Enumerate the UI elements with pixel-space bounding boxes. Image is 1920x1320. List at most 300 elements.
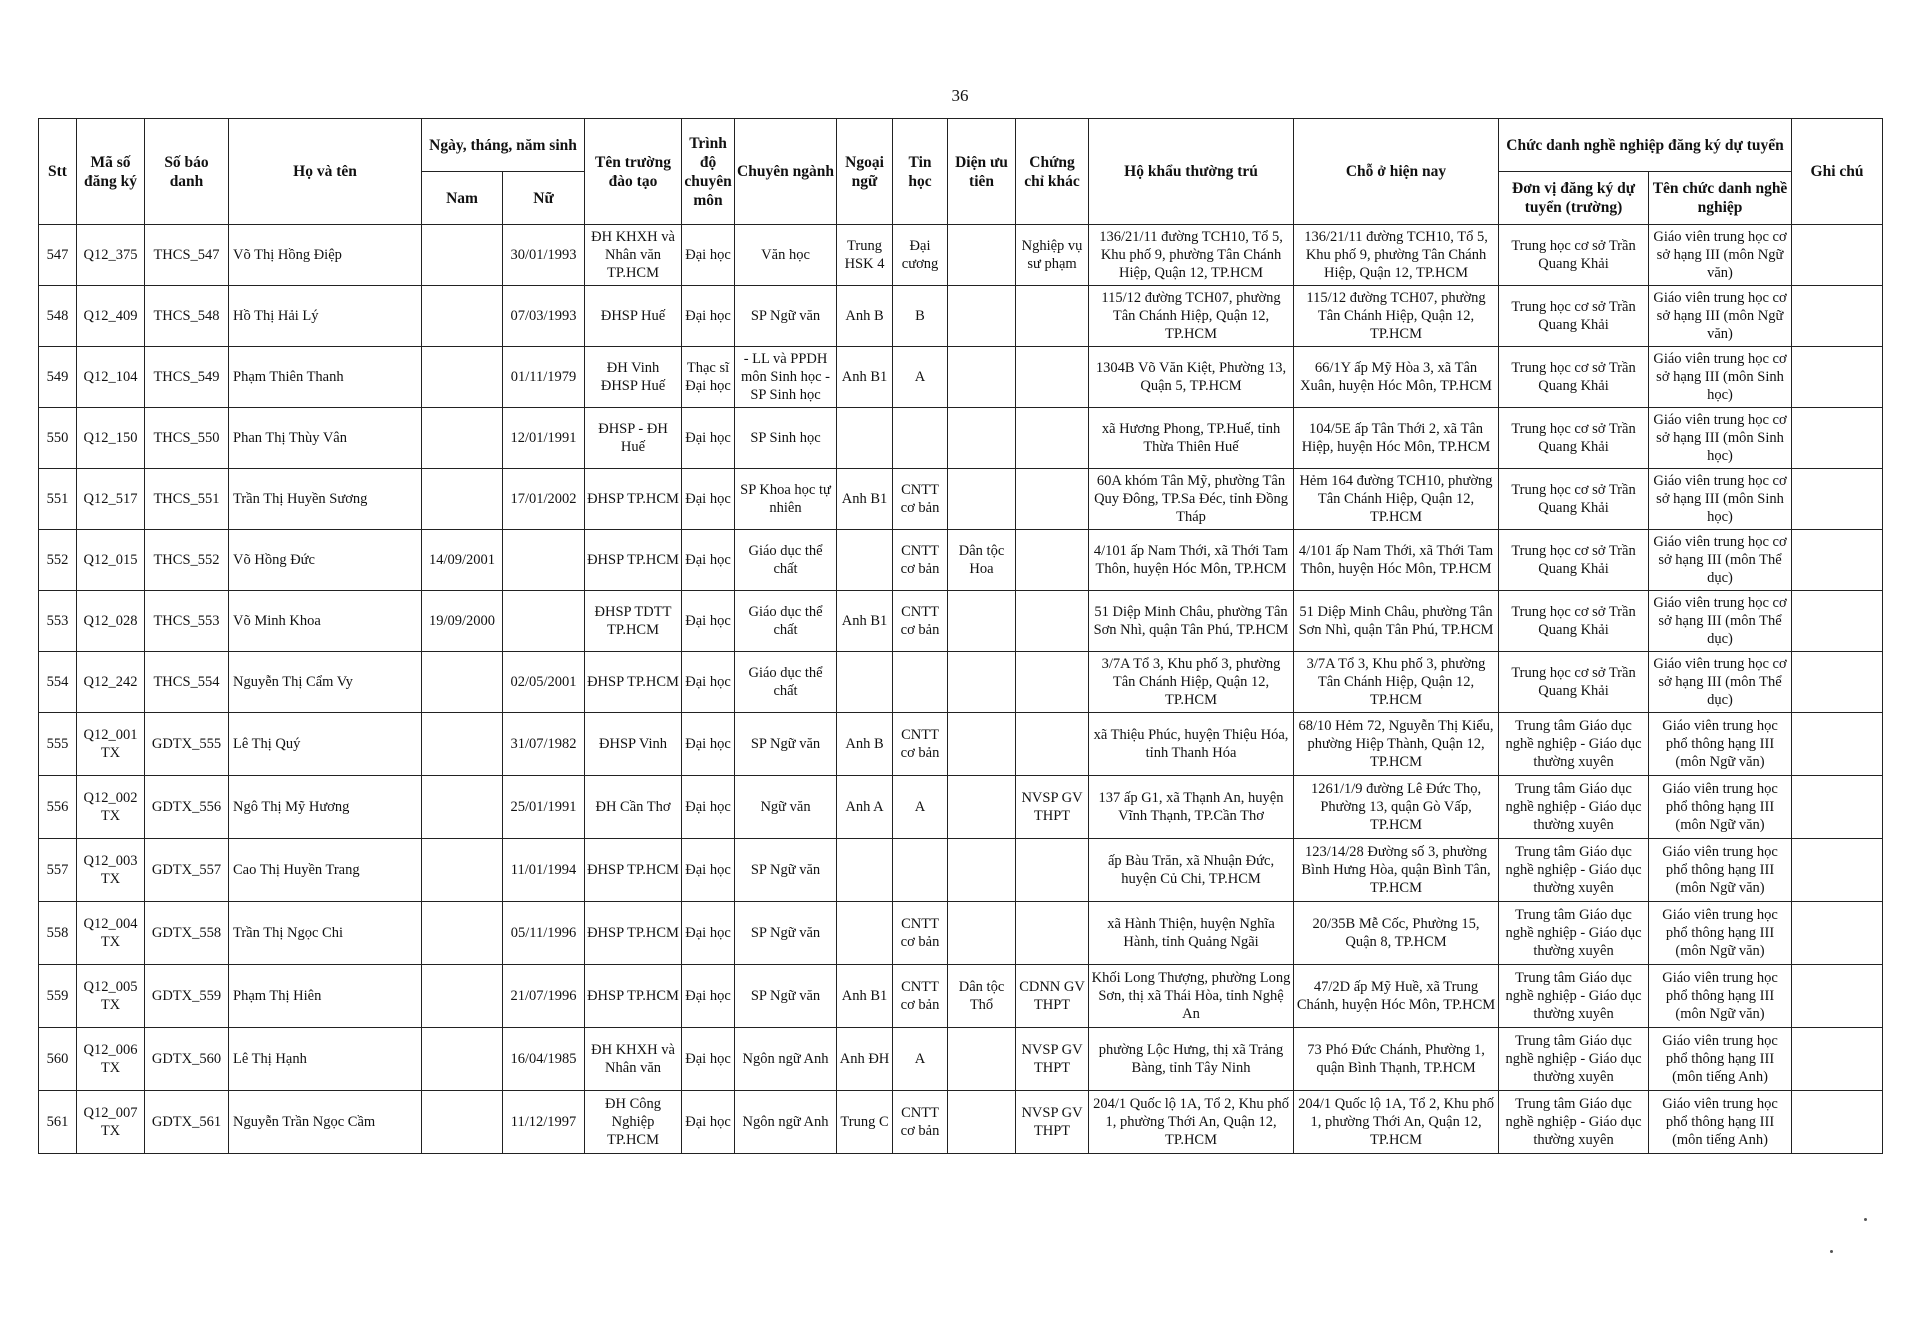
cell-ho-ten: Ngô Thị Mỹ Hương xyxy=(229,776,422,839)
cell-ghi-chu xyxy=(1792,1091,1883,1154)
cell-cho-o: 47/2D ấp Mỹ Huề, xã Trung Chánh, huyện Hóc Môn, TP.HCM xyxy=(1294,965,1499,1028)
cell-chuyen-nganh: SP Ngữ văn xyxy=(735,286,837,347)
cell-stt: 553 xyxy=(39,591,77,652)
cell-truong: ĐH Công Nghiệp TP.HCM xyxy=(585,1091,682,1154)
cell-dien-uu-tien: Dân tộc Hoa xyxy=(948,530,1016,591)
header-dien-uu-tien: Diện ưu tiên xyxy=(948,119,1016,225)
cell-don-vi: Trung tâm Giáo dục nghề nghiệp - Giáo dục thường xuyên xyxy=(1499,1091,1649,1154)
cell-nu: 12/01/1991 xyxy=(503,408,585,469)
header-trinh-do: Trình độ chuyên môn xyxy=(682,119,735,225)
cell-ho-khau: 115/12 đường TCH07, phường Tân Chánh Hiệp, Quận 12, TP.HCM xyxy=(1089,286,1294,347)
cell-ma-so: Q12_015 xyxy=(77,530,145,591)
cell-ho-ten: Phan Thị Thùy Vân xyxy=(229,408,422,469)
cell-so-bao-danh: GDTX_555 xyxy=(145,713,229,776)
cell-ma-so: Q12_242 xyxy=(77,652,145,713)
cell-stt: 557 xyxy=(39,839,77,902)
cell-tin-hoc: CNTT cơ bản xyxy=(893,530,948,591)
cell-ghi-chu xyxy=(1792,1028,1883,1091)
cell-chuyen-nganh: Giáo dục thể chất xyxy=(735,591,837,652)
cell-nam xyxy=(422,1028,503,1091)
cell-chuyen-nganh: SP Sinh học xyxy=(735,408,837,469)
cell-nam xyxy=(422,469,503,530)
cell-tin-hoc: A xyxy=(893,1028,948,1091)
cell-tin-hoc: CNTT cơ bản xyxy=(893,469,948,530)
cell-ten-chuc-danh: Giáo viên trung học cơ sở hạng III (môn Thể dục) xyxy=(1649,591,1792,652)
cell-ho-khau: 1304B Võ Văn Kiệt, Phường 13, Quận 5, TP.HCM xyxy=(1089,347,1294,408)
cell-tin-hoc xyxy=(893,652,948,713)
cell-ho-khau: 60A khóm Tân Mỹ, phường Tân Quy Đông, TP.Sa Đéc, tỉnh Đồng Tháp xyxy=(1089,469,1294,530)
cell-nu: 07/03/1993 xyxy=(503,286,585,347)
cell-ho-ten: Trần Thị Huyền Sương xyxy=(229,469,422,530)
cell-nu: 02/05/2001 xyxy=(503,652,585,713)
cell-nu: 31/07/1982 xyxy=(503,713,585,776)
cell-chuyen-nganh: SP Khoa học tự nhiên xyxy=(735,469,837,530)
table-row xyxy=(39,286,1883,347)
cell-tin-hoc xyxy=(893,408,948,469)
cell-ma-so: Q12_375 xyxy=(77,225,145,286)
cell-ho-ten: Hồ Thị Hải Lý xyxy=(229,286,422,347)
page-number: 36 xyxy=(951,86,969,105)
cell-ma-so: Q12_104 xyxy=(77,347,145,408)
cell-chung-chi xyxy=(1016,408,1089,469)
scan-speck xyxy=(1864,1218,1867,1221)
cell-truong: ĐHSP Vinh xyxy=(585,713,682,776)
cell-ten-chuc-danh: Giáo viên trung học phổ thông hạng III (môn tiếng Anh) xyxy=(1649,1091,1792,1154)
header-ngoai-ngu: Ngoại ngữ xyxy=(837,119,893,225)
cell-ho-khau: ấp Bàu Trăn, xã Nhuận Đức, huyện Củ Chi, TP.HCM xyxy=(1089,839,1294,902)
cell-nu: 21/07/1996 xyxy=(503,965,585,1028)
cell-cho-o: 115/12 đường TCH07, phường Tân Chánh Hiệp, Quận 12, TP.HCM xyxy=(1294,286,1499,347)
cell-ma-so: Q12_007 TX xyxy=(77,1091,145,1154)
cell-trinh-do: Đại học xyxy=(682,902,735,965)
table-row xyxy=(39,1028,1883,1091)
cell-chung-chi xyxy=(1016,469,1089,530)
cell-trinh-do: Đại học xyxy=(682,839,735,902)
cell-ngoai-ngu xyxy=(837,408,893,469)
cell-ngoai-ngu: Trung C xyxy=(837,1091,893,1154)
table-row xyxy=(39,530,1883,591)
cell-truong: ĐHSP TP.HCM xyxy=(585,652,682,713)
cell-nam: 19/09/2000 xyxy=(422,591,503,652)
header-so-bao-danh: Số báo danh xyxy=(145,119,229,225)
cell-ma-so: Q12_028 xyxy=(77,591,145,652)
cell-nam xyxy=(422,713,503,776)
cell-ngoai-ngu: Anh B1 xyxy=(837,591,893,652)
cell-ghi-chu xyxy=(1792,839,1883,902)
cell-chung-chi: Nghiệp vụ sư phạm xyxy=(1016,225,1089,286)
cell-nu xyxy=(503,530,585,591)
cell-so-bao-danh: THCS_547 xyxy=(145,225,229,286)
cell-chuyen-nganh: Giáo dục thể chất xyxy=(735,652,837,713)
cell-ho-khau: 4/101 ấp Nam Thới, xã Thới Tam Thôn, huyện Hóc Môn, TP.HCM xyxy=(1089,530,1294,591)
header-ho-ten: Họ và tên xyxy=(229,119,422,225)
cell-ten-chuc-danh: Giáo viên trung học phổ thông hạng III (môn tiếng Anh) xyxy=(1649,1028,1792,1091)
cell-ho-ten: Lê Thị Quý xyxy=(229,713,422,776)
table-row xyxy=(39,902,1883,965)
cell-don-vi: Trung học cơ sở Trần Quang Khải xyxy=(1499,652,1649,713)
cell-cho-o: 1261/1/9 đường Lê Đức Thọ, Phường 13, quận Gò Vấp, TP.HCM xyxy=(1294,776,1499,839)
header-chuc-danh: Chức danh nghề nghiệp đăng ký dự tuyển xyxy=(1499,119,1792,172)
cell-ho-ten: Võ Hồng Đức xyxy=(229,530,422,591)
cell-don-vi: Trung học cơ sở Trần Quang Khải xyxy=(1499,408,1649,469)
cell-stt: 552 xyxy=(39,530,77,591)
cell-don-vi: Trung học cơ sở Trần Quang Khải xyxy=(1499,591,1649,652)
cell-chuyen-nganh: SP Ngữ văn xyxy=(735,713,837,776)
cell-dien-uu-tien xyxy=(948,1028,1016,1091)
candidate-table xyxy=(38,118,1883,1154)
cell-ho-khau: 137 ấp G1, xã Thạnh An, huyện Vĩnh Thạnh, TP.Cần Thơ xyxy=(1089,776,1294,839)
cell-nu: 16/04/1985 xyxy=(503,1028,585,1091)
header-tin-hoc: Tin học xyxy=(893,119,948,225)
cell-chuyen-nganh: Ngôn ngữ Anh xyxy=(735,1091,837,1154)
cell-tin-hoc: CNTT cơ bản xyxy=(893,965,948,1028)
cell-cho-o: 136/21/11 đường TCH10, Tổ 5, Khu phố 9, phường Tân Chánh Hiệp, Quận 12, TP.HCM xyxy=(1294,225,1499,286)
cell-ma-so: Q12_001 TX xyxy=(77,713,145,776)
cell-nu: 17/01/2002 xyxy=(503,469,585,530)
cell-ma-so: Q12_409 xyxy=(77,286,145,347)
cell-stt: 549 xyxy=(39,347,77,408)
cell-ghi-chu xyxy=(1792,347,1883,408)
cell-ghi-chu xyxy=(1792,286,1883,347)
cell-trinh-do: Đại học xyxy=(682,713,735,776)
cell-ma-so: Q12_005 TX xyxy=(77,965,145,1028)
table-row xyxy=(39,839,1883,902)
cell-trinh-do: Đại học xyxy=(682,1028,735,1091)
cell-nu: 11/01/1994 xyxy=(503,839,585,902)
cell-ghi-chu xyxy=(1792,469,1883,530)
cell-cho-o: 123/14/28 Đường số 3, phường Bình Hưng Hòa, quận Bình Tân, TP.HCM xyxy=(1294,839,1499,902)
header-ho-khau: Hộ khẩu thường trú xyxy=(1089,119,1294,225)
cell-tin-hoc: B xyxy=(893,286,948,347)
header-ten-chuc-danh: Tên chức danh nghề nghiệp xyxy=(1649,172,1792,225)
table-row xyxy=(39,469,1883,530)
cell-cho-o: 3/7A Tổ 3, Khu phố 3, phường Tân Chánh Hiệp, Quận 12, TP.HCM xyxy=(1294,652,1499,713)
cell-ten-chuc-danh: Giáo viên trung học cơ sở hạng III (môn Thể dục) xyxy=(1649,652,1792,713)
cell-chung-chi xyxy=(1016,530,1089,591)
cell-ho-khau: xã Thiệu Phúc, huyện Thiệu Hóa, tỉnh Thanh Hóa xyxy=(1089,713,1294,776)
cell-don-vi: Trung tâm Giáo dục nghề nghiệp - Giáo dục thường xuyên xyxy=(1499,839,1649,902)
cell-chung-chi xyxy=(1016,591,1089,652)
header-truong: Tên trường đào tạo xyxy=(585,119,682,225)
cell-ho-ten: Trần Thị Ngọc Chi xyxy=(229,902,422,965)
cell-chuyen-nganh: Ngữ văn xyxy=(735,776,837,839)
cell-so-bao-danh: GDTX_560 xyxy=(145,1028,229,1091)
cell-dien-uu-tien: Dân tộc Thổ xyxy=(948,965,1016,1028)
cell-cho-o: Hẻm 164 đường TCH10, phường Tân Chánh Hiệp, Quận 12, TP.HCM xyxy=(1294,469,1499,530)
cell-stt: 558 xyxy=(39,902,77,965)
cell-ghi-chu xyxy=(1792,530,1883,591)
cell-stt: 559 xyxy=(39,965,77,1028)
table-row xyxy=(39,225,1883,286)
cell-tin-hoc: CNTT cơ bản xyxy=(893,713,948,776)
cell-trinh-do: Đại học xyxy=(682,965,735,1028)
cell-chung-chi xyxy=(1016,839,1089,902)
cell-stt: 561 xyxy=(39,1091,77,1154)
cell-cho-o: 4/101 ấp Nam Thới, xã Thới Tam Thôn, huyện Hóc Môn, TP.HCM xyxy=(1294,530,1499,591)
cell-chung-chi: NVSP GV THPT xyxy=(1016,1091,1089,1154)
table-row xyxy=(39,965,1883,1028)
cell-cho-o: 73 Phó Đức Chánh, Phường 1, quận Bình Thạnh, TP.HCM xyxy=(1294,1028,1499,1091)
cell-stt: 555 xyxy=(39,713,77,776)
cell-ngoai-ngu xyxy=(837,530,893,591)
cell-ngoai-ngu: Trung HSK 4 xyxy=(837,225,893,286)
cell-trinh-do: Đại học xyxy=(682,776,735,839)
cell-trinh-do: Đại học xyxy=(682,530,735,591)
cell-ho-ten: Phạm Thiên Thanh xyxy=(229,347,422,408)
cell-dien-uu-tien xyxy=(948,225,1016,286)
cell-ten-chuc-danh: Giáo viên trung học phổ thông hạng III (môn Ngữ văn) xyxy=(1649,713,1792,776)
cell-ngoai-ngu xyxy=(837,902,893,965)
cell-chuyen-nganh: Giáo dục thể chất xyxy=(735,530,837,591)
cell-tin-hoc: CNTT cơ bản xyxy=(893,902,948,965)
cell-ma-so: Q12_517 xyxy=(77,469,145,530)
cell-nu: 30/01/1993 xyxy=(503,225,585,286)
cell-tin-hoc: CNTT cơ bản xyxy=(893,1091,948,1154)
cell-truong: ĐH Vinh ĐHSP Huế xyxy=(585,347,682,408)
cell-chuyen-nganh: SP Ngữ văn xyxy=(735,965,837,1028)
header-stt: Stt xyxy=(39,119,77,225)
cell-ma-so: Q12_002 TX xyxy=(77,776,145,839)
cell-dien-uu-tien xyxy=(948,776,1016,839)
table-row xyxy=(39,1091,1883,1154)
cell-dien-uu-tien xyxy=(948,347,1016,408)
cell-ten-chuc-danh: Giáo viên trung học phổ thông hạng III (môn Ngữ văn) xyxy=(1649,902,1792,965)
cell-stt: 560 xyxy=(39,1028,77,1091)
cell-dien-uu-tien xyxy=(948,408,1016,469)
cell-ngoai-ngu: Anh B1 xyxy=(837,347,893,408)
table-body xyxy=(39,225,1883,1154)
cell-chuyen-nganh: Văn học xyxy=(735,225,837,286)
cell-so-bao-danh: THCS_554 xyxy=(145,652,229,713)
cell-so-bao-danh: THCS_553 xyxy=(145,591,229,652)
table-row xyxy=(39,591,1883,652)
cell-cho-o: 20/35B Mễ Cốc, Phường 15, Quận 8, TP.HCM xyxy=(1294,902,1499,965)
cell-ho-ten: Phạm Thị Hiên xyxy=(229,965,422,1028)
cell-nam xyxy=(422,776,503,839)
cell-so-bao-danh: THCS_548 xyxy=(145,286,229,347)
cell-ho-khau: 51 Diệp Minh Châu, phường Tân Sơn Nhì, quận Tân Phú, TP.HCM xyxy=(1089,591,1294,652)
cell-ma-so: Q12_006 TX xyxy=(77,1028,145,1091)
cell-truong: ĐHSP TP.HCM xyxy=(585,469,682,530)
cell-so-bao-danh: THCS_550 xyxy=(145,408,229,469)
cell-don-vi: Trung tâm Giáo dục nghề nghiệp - Giáo dục thường xuyên xyxy=(1499,902,1649,965)
cell-ngoai-ngu: Anh B xyxy=(837,713,893,776)
cell-truong: ĐHSP Huế xyxy=(585,286,682,347)
cell-dien-uu-tien xyxy=(948,591,1016,652)
cell-ho-khau: phường Lộc Hưng, thị xã Trảng Bàng, tỉnh Tây Ninh xyxy=(1089,1028,1294,1091)
cell-ho-khau: 3/7A Tổ 3, Khu phố 3, phường Tân Chánh Hiệp, Quận 12, TP.HCM xyxy=(1089,652,1294,713)
cell-chung-chi: CDNN GV THPT xyxy=(1016,965,1089,1028)
cell-truong: ĐH Cần Thơ xyxy=(585,776,682,839)
cell-dien-uu-tien xyxy=(948,652,1016,713)
cell-chung-chi xyxy=(1016,713,1089,776)
cell-dien-uu-tien xyxy=(948,902,1016,965)
cell-chung-chi xyxy=(1016,347,1089,408)
cell-tin-hoc xyxy=(893,839,948,902)
cell-cho-o: 104/5E ấp Tân Thới 2, xã Tân Hiệp, huyện Hóc Môn, TP.HCM xyxy=(1294,408,1499,469)
cell-nam xyxy=(422,347,503,408)
cell-nu: 11/12/1997 xyxy=(503,1091,585,1154)
cell-dien-uu-tien xyxy=(948,286,1016,347)
header-ghi-chu: Ghi chú xyxy=(1792,119,1883,225)
cell-stt: 556 xyxy=(39,776,77,839)
cell-truong: ĐHSP TP.HCM xyxy=(585,839,682,902)
cell-chuyen-nganh: - LL và PPDH môn Sinh học - SP Sinh học xyxy=(735,347,837,408)
cell-ho-khau: xã Hương Phong, TP.Huế, tỉnh Thừa Thiên Huế xyxy=(1089,408,1294,469)
cell-chung-chi: NVSP GV THPT xyxy=(1016,776,1089,839)
cell-stt: 548 xyxy=(39,286,77,347)
cell-tin-hoc: A xyxy=(893,347,948,408)
cell-ten-chuc-danh: Giáo viên trung học phổ thông hạng III (môn Ngữ văn) xyxy=(1649,776,1792,839)
cell-ho-ten: Lê Thị Hạnh xyxy=(229,1028,422,1091)
cell-ten-chuc-danh: Giáo viên trung học cơ sở hạng III (môn Sinh học) xyxy=(1649,408,1792,469)
cell-ghi-chu xyxy=(1792,225,1883,286)
cell-nam xyxy=(422,652,503,713)
cell-chung-chi xyxy=(1016,652,1089,713)
cell-ma-so: Q12_003 TX xyxy=(77,839,145,902)
cell-ghi-chu xyxy=(1792,591,1883,652)
cell-ghi-chu xyxy=(1792,902,1883,965)
cell-ngoai-ngu: Anh A xyxy=(837,776,893,839)
cell-so-bao-danh: THCS_549 xyxy=(145,347,229,408)
header-chuyen-nganh: Chuyên ngành xyxy=(735,119,837,225)
cell-chuyen-nganh: Ngôn ngữ Anh xyxy=(735,1028,837,1091)
cell-dien-uu-tien xyxy=(948,839,1016,902)
cell-stt: 554 xyxy=(39,652,77,713)
cell-so-bao-danh: THCS_552 xyxy=(145,530,229,591)
cell-so-bao-danh: GDTX_559 xyxy=(145,965,229,1028)
cell-trinh-do: Đại học xyxy=(682,408,735,469)
cell-ho-ten: Nguyễn Trần Ngọc Cầm xyxy=(229,1091,422,1154)
cell-nu xyxy=(503,591,585,652)
cell-ngoai-ngu: Anh ĐH xyxy=(837,1028,893,1091)
cell-ten-chuc-danh: Giáo viên trung học cơ sở hạng III (môn Ngữ văn) xyxy=(1649,225,1792,286)
cell-ho-khau: Khối Long Thượng, phường Long Sơn, thị xã Thái Hòa, tỉnh Nghệ An xyxy=(1089,965,1294,1028)
cell-don-vi: Trung học cơ sở Trần Quang Khải xyxy=(1499,347,1649,408)
cell-tin-hoc: Đại cương xyxy=(893,225,948,286)
cell-chung-chi: NVSP GV THPT xyxy=(1016,1028,1089,1091)
header-ma-so: Mã số đăng ký xyxy=(77,119,145,225)
table-row xyxy=(39,713,1883,776)
cell-don-vi: Trung tâm Giáo dục nghề nghiệp - Giáo dục thường xuyên xyxy=(1499,713,1649,776)
cell-trinh-do: Đại học xyxy=(682,286,735,347)
cell-nu: 01/11/1979 xyxy=(503,347,585,408)
header-ngay-sinh: Ngày, tháng, năm sinh xyxy=(422,119,585,172)
cell-ghi-chu xyxy=(1792,652,1883,713)
cell-nam xyxy=(422,286,503,347)
cell-don-vi: Trung tâm Giáo dục nghề nghiệp - Giáo dục thường xuyên xyxy=(1499,776,1649,839)
cell-chung-chi xyxy=(1016,286,1089,347)
cell-ngoai-ngu: Anh B1 xyxy=(837,469,893,530)
cell-ten-chuc-danh: Giáo viên trung học phổ thông hạng III (môn Ngữ văn) xyxy=(1649,839,1792,902)
cell-don-vi: Trung học cơ sở Trần Quang Khải xyxy=(1499,530,1649,591)
cell-nam xyxy=(422,225,503,286)
cell-nam xyxy=(422,408,503,469)
cell-ten-chuc-danh: Giáo viên trung học cơ sở hạng III (môn Sinh học) xyxy=(1649,469,1792,530)
cell-ghi-chu xyxy=(1792,713,1883,776)
cell-nam xyxy=(422,965,503,1028)
cell-ngoai-ngu: Anh B xyxy=(837,286,893,347)
header-nu: Nữ xyxy=(503,172,585,225)
table-row xyxy=(39,347,1883,408)
cell-trinh-do: Đại học xyxy=(682,591,735,652)
cell-tin-hoc: A xyxy=(893,776,948,839)
header-don-vi: Đơn vị đăng ký dự tuyển (trường) xyxy=(1499,172,1649,225)
cell-nu: 25/01/1991 xyxy=(503,776,585,839)
cell-don-vi: Trung tâm Giáo dục nghề nghiệp - Giáo dục thường xuyên xyxy=(1499,1028,1649,1091)
cell-trinh-do: Thạc sĩ Đại học xyxy=(682,347,735,408)
cell-truong: ĐHSP TP.HCM xyxy=(585,902,682,965)
cell-don-vi: Trung tâm Giáo dục nghề nghiệp - Giáo dục thường xuyên xyxy=(1499,965,1649,1028)
cell-truong: ĐHSP TP.HCM xyxy=(585,530,682,591)
cell-ma-so: Q12_004 TX xyxy=(77,902,145,965)
cell-ho-ten: Võ Minh Khoa xyxy=(229,591,422,652)
cell-ghi-chu xyxy=(1792,408,1883,469)
table-row xyxy=(39,776,1883,839)
cell-cho-o: 66/1Y ấp Mỹ Hòa 3, xã Tân Xuân, huyện Hóc Môn, TP.HCM xyxy=(1294,347,1499,408)
cell-truong: ĐH KHXH và Nhân văn TP.HCM xyxy=(585,225,682,286)
cell-ho-khau: 204/1 Quốc lộ 1A, Tổ 2, Khu phố 1, phường Thới An, Quận 12, TP.HCM xyxy=(1089,1091,1294,1154)
cell-ho-khau: xã Hành Thiện, huyện Nghĩa Hành, tỉnh Quảng Ngãi xyxy=(1089,902,1294,965)
cell-stt: 550 xyxy=(39,408,77,469)
cell-nu: 05/11/1996 xyxy=(503,902,585,965)
scan-speck xyxy=(1830,1250,1833,1253)
cell-so-bao-danh: GDTX_557 xyxy=(145,839,229,902)
cell-so-bao-danh: THCS_551 xyxy=(145,469,229,530)
cell-ghi-chu xyxy=(1792,965,1883,1028)
cell-trinh-do: Đại học xyxy=(682,652,735,713)
cell-tin-hoc: CNTT cơ bản xyxy=(893,591,948,652)
cell-stt: 547 xyxy=(39,225,77,286)
cell-don-vi: Trung học cơ sở Trần Quang Khải xyxy=(1499,469,1649,530)
cell-nam xyxy=(422,902,503,965)
cell-cho-o: 51 Diệp Minh Châu, phường Tân Sơn Nhì, quận Tân Phú, TP.HCM xyxy=(1294,591,1499,652)
cell-chuyen-nganh: SP Ngữ văn xyxy=(735,902,837,965)
header-chung-chi: Chứng chỉ khác xyxy=(1016,119,1089,225)
cell-don-vi: Trung học cơ sở Trần Quang Khải xyxy=(1499,225,1649,286)
cell-ho-ten: Nguyễn Thị Cẩm Vy xyxy=(229,652,422,713)
cell-cho-o: 204/1 Quốc lộ 1A, Tổ 2, Khu phố 1, phường Thới An, Quận 12, TP.HCM xyxy=(1294,1091,1499,1154)
cell-ngoai-ngu xyxy=(837,839,893,902)
table-row xyxy=(39,408,1883,469)
cell-dien-uu-tien xyxy=(948,469,1016,530)
cell-so-bao-danh: GDTX_558 xyxy=(145,902,229,965)
cell-nam xyxy=(422,839,503,902)
cell-ten-chuc-danh: Giáo viên trung học cơ sở hạng III (môn Ngữ văn) xyxy=(1649,286,1792,347)
cell-truong: ĐHSP TP.HCM xyxy=(585,965,682,1028)
header-nam: Nam xyxy=(422,172,503,225)
cell-ghi-chu xyxy=(1792,776,1883,839)
cell-ma-so: Q12_150 xyxy=(77,408,145,469)
cell-dien-uu-tien xyxy=(948,1091,1016,1154)
cell-stt: 551 xyxy=(39,469,77,530)
cell-nam: 14/09/2001 xyxy=(422,530,503,591)
cell-ten-chuc-danh: Giáo viên trung học cơ sở hạng III (môn Sinh học) xyxy=(1649,347,1792,408)
cell-ten-chuc-danh: Giáo viên trung học cơ sở hạng III (môn Thể dục) xyxy=(1649,530,1792,591)
cell-cho-o: 68/10 Hẻm 72, Nguyễn Thị Kiểu, phường Hiệp Thành, Quận 12, TP.HCM xyxy=(1294,713,1499,776)
cell-ten-chuc-danh: Giáo viên trung học phổ thông hạng III (môn Ngữ văn) xyxy=(1649,965,1792,1028)
header-cho-o: Chỗ ở hiện nay xyxy=(1294,119,1499,225)
cell-trinh-do: Đại học xyxy=(682,469,735,530)
cell-truong: ĐHSP TDTT TP.HCM xyxy=(585,591,682,652)
cell-truong: ĐH KHXH và Nhân văn xyxy=(585,1028,682,1091)
cell-don-vi: Trung học cơ sở Trần Quang Khải xyxy=(1499,286,1649,347)
cell-so-bao-danh: GDTX_561 xyxy=(145,1091,229,1154)
cell-trinh-do: Đại học xyxy=(682,1091,735,1154)
cell-so-bao-danh: GDTX_556 xyxy=(145,776,229,839)
cell-ho-ten: Cao Thị Huyền Trang xyxy=(229,839,422,902)
cell-ho-khau: 136/21/11 đường TCH10, Tổ 5, Khu phố 9, phường Tân Chánh Hiệp, Quận 12, TP.HCM xyxy=(1089,225,1294,286)
